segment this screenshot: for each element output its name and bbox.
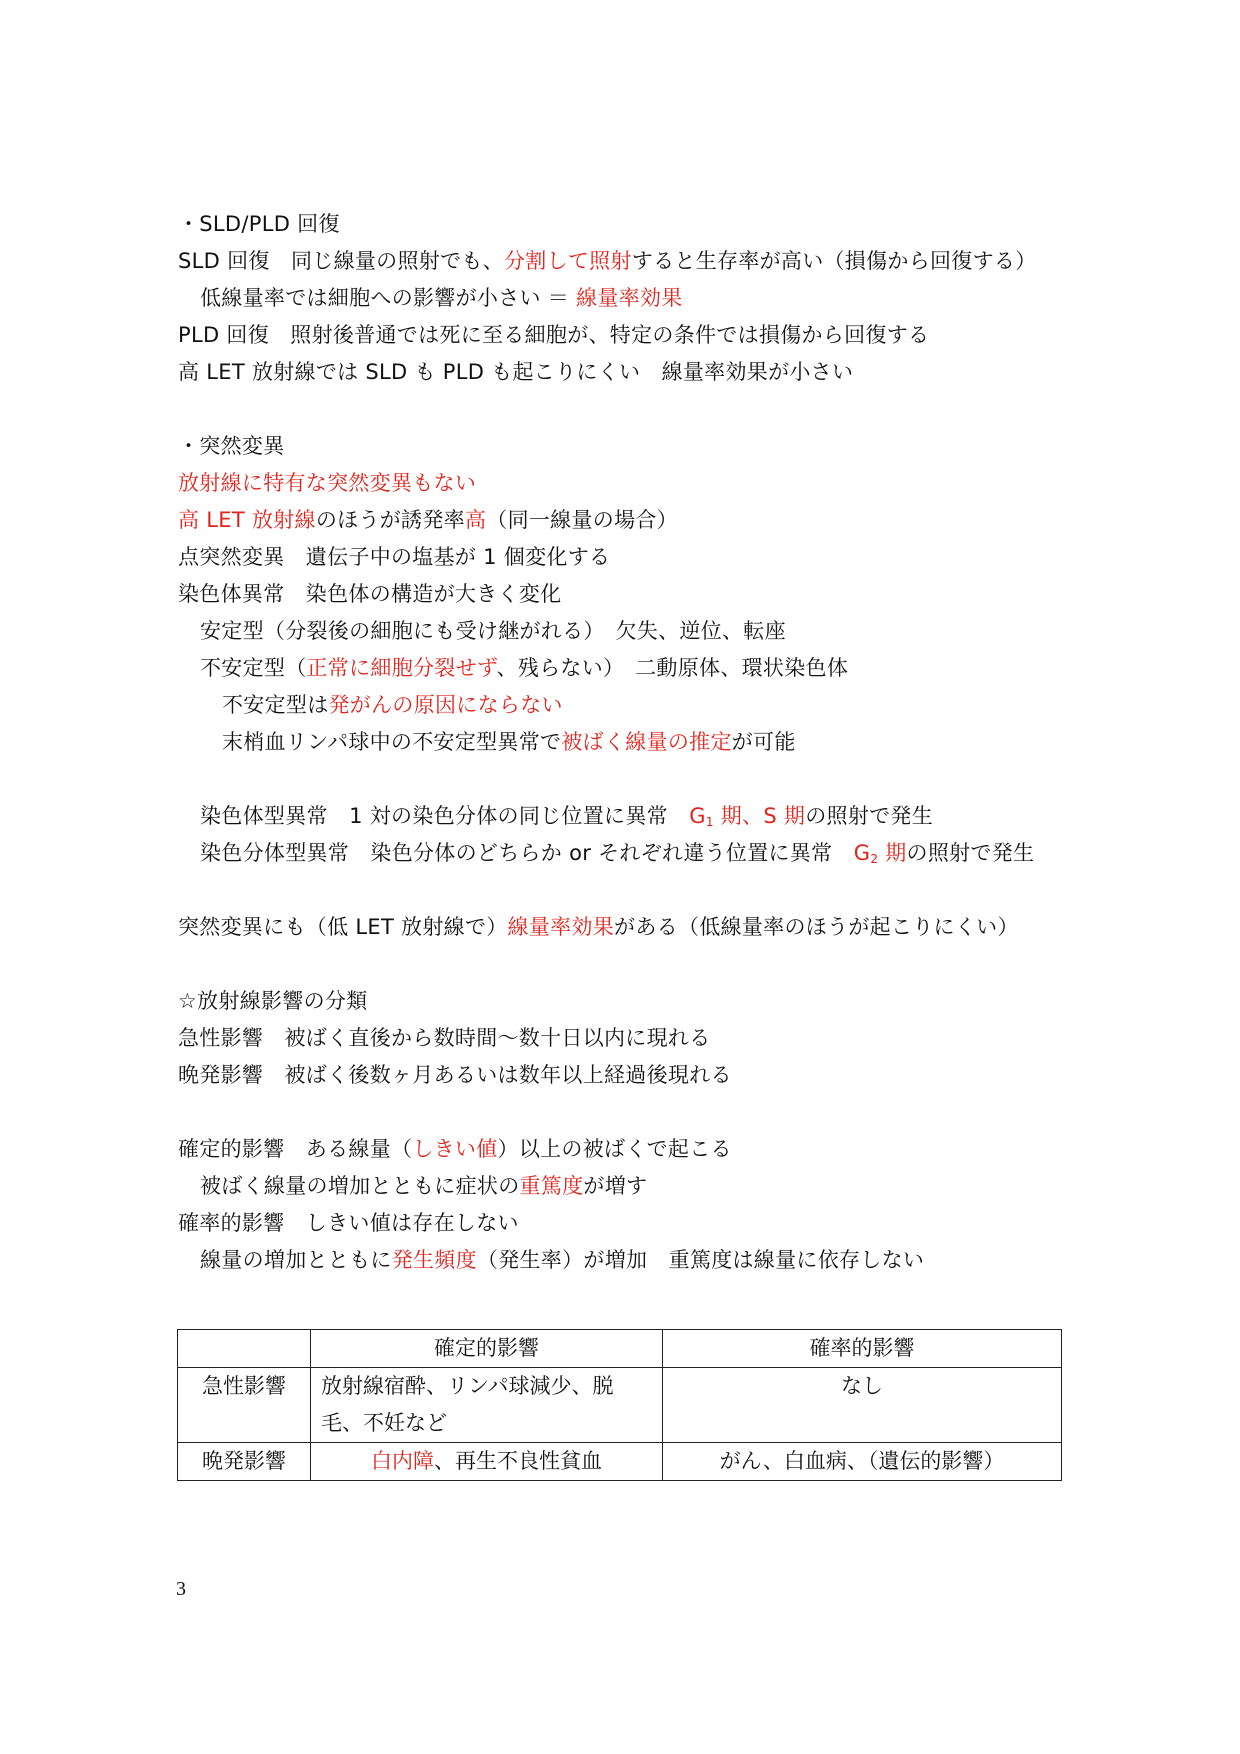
unstable-cancer-line: 不安定型は発がんの原因にならない	[222, 693, 563, 717]
table-cell: がん、白血病、（遺伝的影響）	[663, 1443, 1062, 1481]
frequency-line: 線量の増加とともに発生頻度（発生率）が増加 重篤度は線量に依存しない	[200, 1248, 925, 1272]
mutation-dose-rate-line: 突然変異にも（低 LET 放射線で）線量率効果がある（低線量率のほうが起こりにくい）	[178, 915, 1019, 939]
page-number: 3	[176, 1578, 186, 1600]
dose-rate-line: 低線量率では細胞への影響が小さい ＝ 線量率効果	[200, 286, 683, 310]
severity-line: 被ばく線量の増加とともに症状の重篤度が増す	[200, 1174, 648, 1198]
table-row-label: 急性影響	[178, 1368, 311, 1443]
section-heading-mutation: ・突然変異	[178, 434, 285, 458]
table-header-row	[178, 1330, 1062, 1368]
table-cell: 白内障、再生不良性貧血	[311, 1443, 663, 1481]
unstable-type-line: 不安定型（正常に細胞分裂せず、残らない） 二動原体、環状染色体	[200, 656, 849, 680]
table-cell: 放射線宿酔、リンパ球減少、脱毛、不妊など	[311, 1368, 663, 1443]
table-cell: なし	[663, 1368, 1062, 1443]
table-header-cell: 確定的影響	[311, 1330, 663, 1368]
stable-type-line: 安定型（分裂後の細胞にも受け継がれる） 欠失、逆位、転座	[200, 619, 786, 643]
table-row-label: 晩発影響	[178, 1443, 311, 1481]
section-heading-sld-pld: ・SLD/PLD 回復	[178, 212, 340, 236]
chromosome-aberration-line: 染色体異常 染色体の構造が大きく変化	[178, 582, 562, 606]
stochastic-line: 確率的影響 しきい値は存在しない	[178, 1211, 519, 1235]
effects-classification-table	[177, 1329, 1062, 1481]
chromosome-type-line: 染色体型異常 1 対の染色分体の同じ位置に異常 $G_1$ 期、S 期の照射で発生	[200, 804, 934, 829]
chromatid-type-line: 染色分体型異常 染色分体のどちらか or それぞれ違う位置に異常 $G_2$ 期の照射で発生	[200, 841, 1035, 866]
mutation-specific-line: 放射線に特有な突然変異もない	[178, 471, 477, 495]
pld-recovery-line: PLD 回復 照射後普通では死に至る細胞が、特定の条件では損傷から回復する	[178, 323, 930, 347]
acute-effect-line: 急性影響 被ばく直後から数時間～数十日以内に現れる	[178, 1026, 711, 1050]
table-header-cell: 確率的影響	[663, 1330, 1062, 1368]
deterministic-line: 確定的影響 ある線量（しきい値）以上の被ばくで起こる	[178, 1137, 732, 1161]
table-row	[178, 1368, 1062, 1443]
high-let-line: 高 LET 放射線では SLD も PLD も起こりにくい 線量率効果が小さい	[178, 360, 854, 384]
late-effect-line: 晩発影響 被ばく後数ヶ月あるいは数年以上経過後現れる	[178, 1063, 732, 1087]
table-header-cell	[178, 1330, 311, 1368]
table-row	[178, 1443, 1062, 1481]
dose-estimation-line: 末梢血リンパ球中の不安定型異常で被ばく線量の推定が可能	[222, 730, 796, 754]
section-heading-classification: ☆放射線影響の分類	[178, 989, 368, 1013]
point-mutation-line: 点突然変異 遺伝子中の塩基が 1 個変化する	[178, 545, 611, 569]
highlight-dose-rate-effect: 線量率効果	[576, 286, 683, 310]
highlight-fractionated: 分割して照射	[503, 249, 632, 273]
sld-recovery-line: SLD 回復 同じ線量の照射でも、分割して照射すると生存率が高い（損傷から回復する）	[178, 249, 1037, 273]
mutation-rate-line: 高 LET 放射線のほうが誘発率高（同一線量の場合）	[178, 508, 678, 532]
